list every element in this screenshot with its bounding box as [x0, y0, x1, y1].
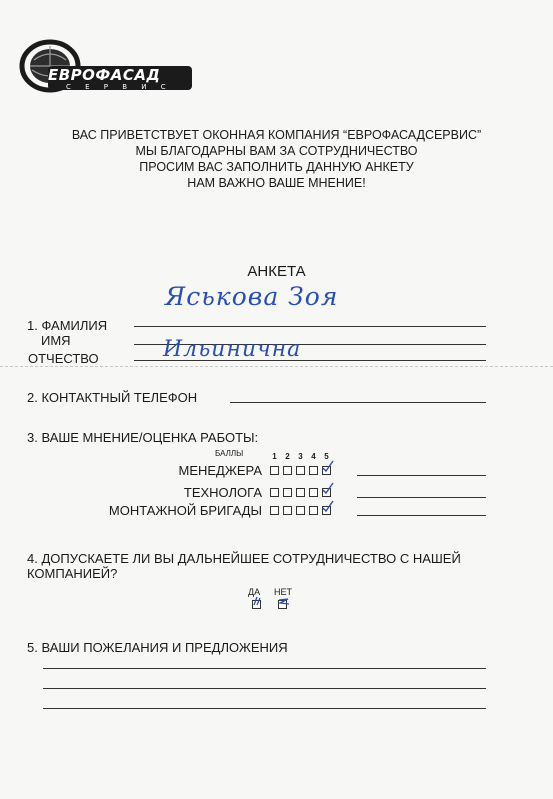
name-label: ИМЯ: [41, 333, 71, 348]
check-mark-icon: [251, 594, 265, 608]
rating-label: 3. ВАШЕ МНЕНИЕ/ОЦЕНКА РАБОТЫ:: [27, 430, 259, 445]
rating-row-label: МЕНЕДЖЕРА: [178, 463, 262, 478]
rating-checkbox-2[interactable]: [283, 466, 292, 475]
rating-checkbox-3[interactable]: [296, 488, 305, 497]
rating-checkbox-4[interactable]: [309, 488, 318, 497]
scan-fold: [0, 366, 553, 367]
yes-label: ДА: [248, 587, 261, 597]
intro-line-3: ПРОСИМ ВАС ЗАПОЛНИТЬ ДАННУЮ АНКЕТУ: [139, 160, 414, 174]
rating-checkbox-2[interactable]: [283, 488, 292, 497]
form-title: АНКЕТА: [247, 263, 306, 280]
handwritten-patronymic: Ильинична: [163, 337, 302, 362]
rating-checkbox-1[interactable]: [270, 488, 279, 497]
handwritten-name: Яськова Зоя: [165, 282, 339, 311]
rating-comment-line[interactable]: [357, 497, 486, 498]
rating-checkbox-4[interactable]: [309, 466, 318, 475]
rating-checkbox-5[interactable]: [322, 506, 331, 515]
rating-checkbox-3[interactable]: [296, 506, 305, 515]
intro-line-2: МЫ БЛАГОДАРНЫ ВАМ ЗА СОТРУДНИЧЕСТВО: [135, 144, 418, 158]
logo-subtitle: С Е Р В И С: [66, 83, 172, 91]
rating-checkbox-5[interactable]: [322, 488, 331, 497]
rating-row-label: ТЕХНОЛОГА: [183, 485, 262, 500]
patronymic-line[interactable]: [134, 360, 486, 361]
rating-checkbox-2[interactable]: [283, 506, 292, 515]
check-mark-icon: [321, 482, 335, 496]
scale-label: БАЛЛЫ: [215, 449, 244, 458]
rating-checkbox-4[interactable]: [309, 506, 318, 515]
rating-checkbox-1[interactable]: [270, 466, 279, 475]
scribble-icon: [277, 594, 291, 608]
wishes-line-3[interactable]: [43, 708, 486, 709]
wishes-line-2[interactable]: [43, 688, 486, 689]
check-mark-icon: [321, 500, 335, 514]
intro-line-1: ВАС ПРИВЕТСТВУЕТ ОКОННАЯ КОМПАНИЯ “ЕВРОФАСАДСЕРВИС”: [71, 128, 482, 142]
surname-label: 1. ФАМИЛИЯ: [27, 318, 108, 333]
wishes-label: 5. ВАШИ ПОЖЕЛАНИЯ И ПРЕДЛОЖЕНИЯ: [27, 640, 288, 655]
scale-number-3: 3: [298, 452, 303, 461]
rating-checkbox-5[interactable]: [322, 466, 331, 475]
cooperation-label-1: 4. ДОПУСКАЕТЕ ЛИ ВЫ ДАЛЬНЕЙШЕЕ СОТРУДНИЧЕСТВО С НАШЕЙ: [27, 551, 461, 566]
scale-number-5: 5: [324, 452, 329, 461]
rating-comment-line[interactable]: [357, 475, 486, 476]
phone-label: 2. КОНТАКТНЫЙ ТЕЛЕФОН: [27, 390, 198, 405]
scale-number-2: 2: [285, 452, 290, 461]
cooperation-label-2: КОМПАНИЕЙ?: [27, 566, 118, 581]
check-mark-icon: [321, 460, 335, 474]
logo-name: ЕВРОФАСАД: [48, 66, 161, 84]
yes-checkbox[interactable]: [252, 600, 261, 609]
rating-checkbox-3[interactable]: [296, 466, 305, 475]
scale-number-1: 1: [272, 452, 277, 461]
rating-checkbox-1[interactable]: [270, 506, 279, 515]
rating-comment-line[interactable]: [357, 515, 486, 516]
no-label: НЕТ: [274, 587, 292, 597]
no-checkbox[interactable]: [278, 600, 287, 609]
rating-row-label: МОНТАЖНОЙ БРИГАДЫ: [108, 503, 262, 518]
intro-line-4: НАМ ВАЖНО ВАШЕ МНЕНИЕ!: [187, 176, 366, 190]
patronymic-label: ОТЧЕСТВО: [28, 351, 99, 366]
phone-line[interactable]: [230, 402, 486, 403]
surname-line[interactable]: [134, 326, 486, 327]
scale-number-4: 4: [311, 452, 316, 461]
wishes-line-1[interactable]: [43, 668, 486, 669]
